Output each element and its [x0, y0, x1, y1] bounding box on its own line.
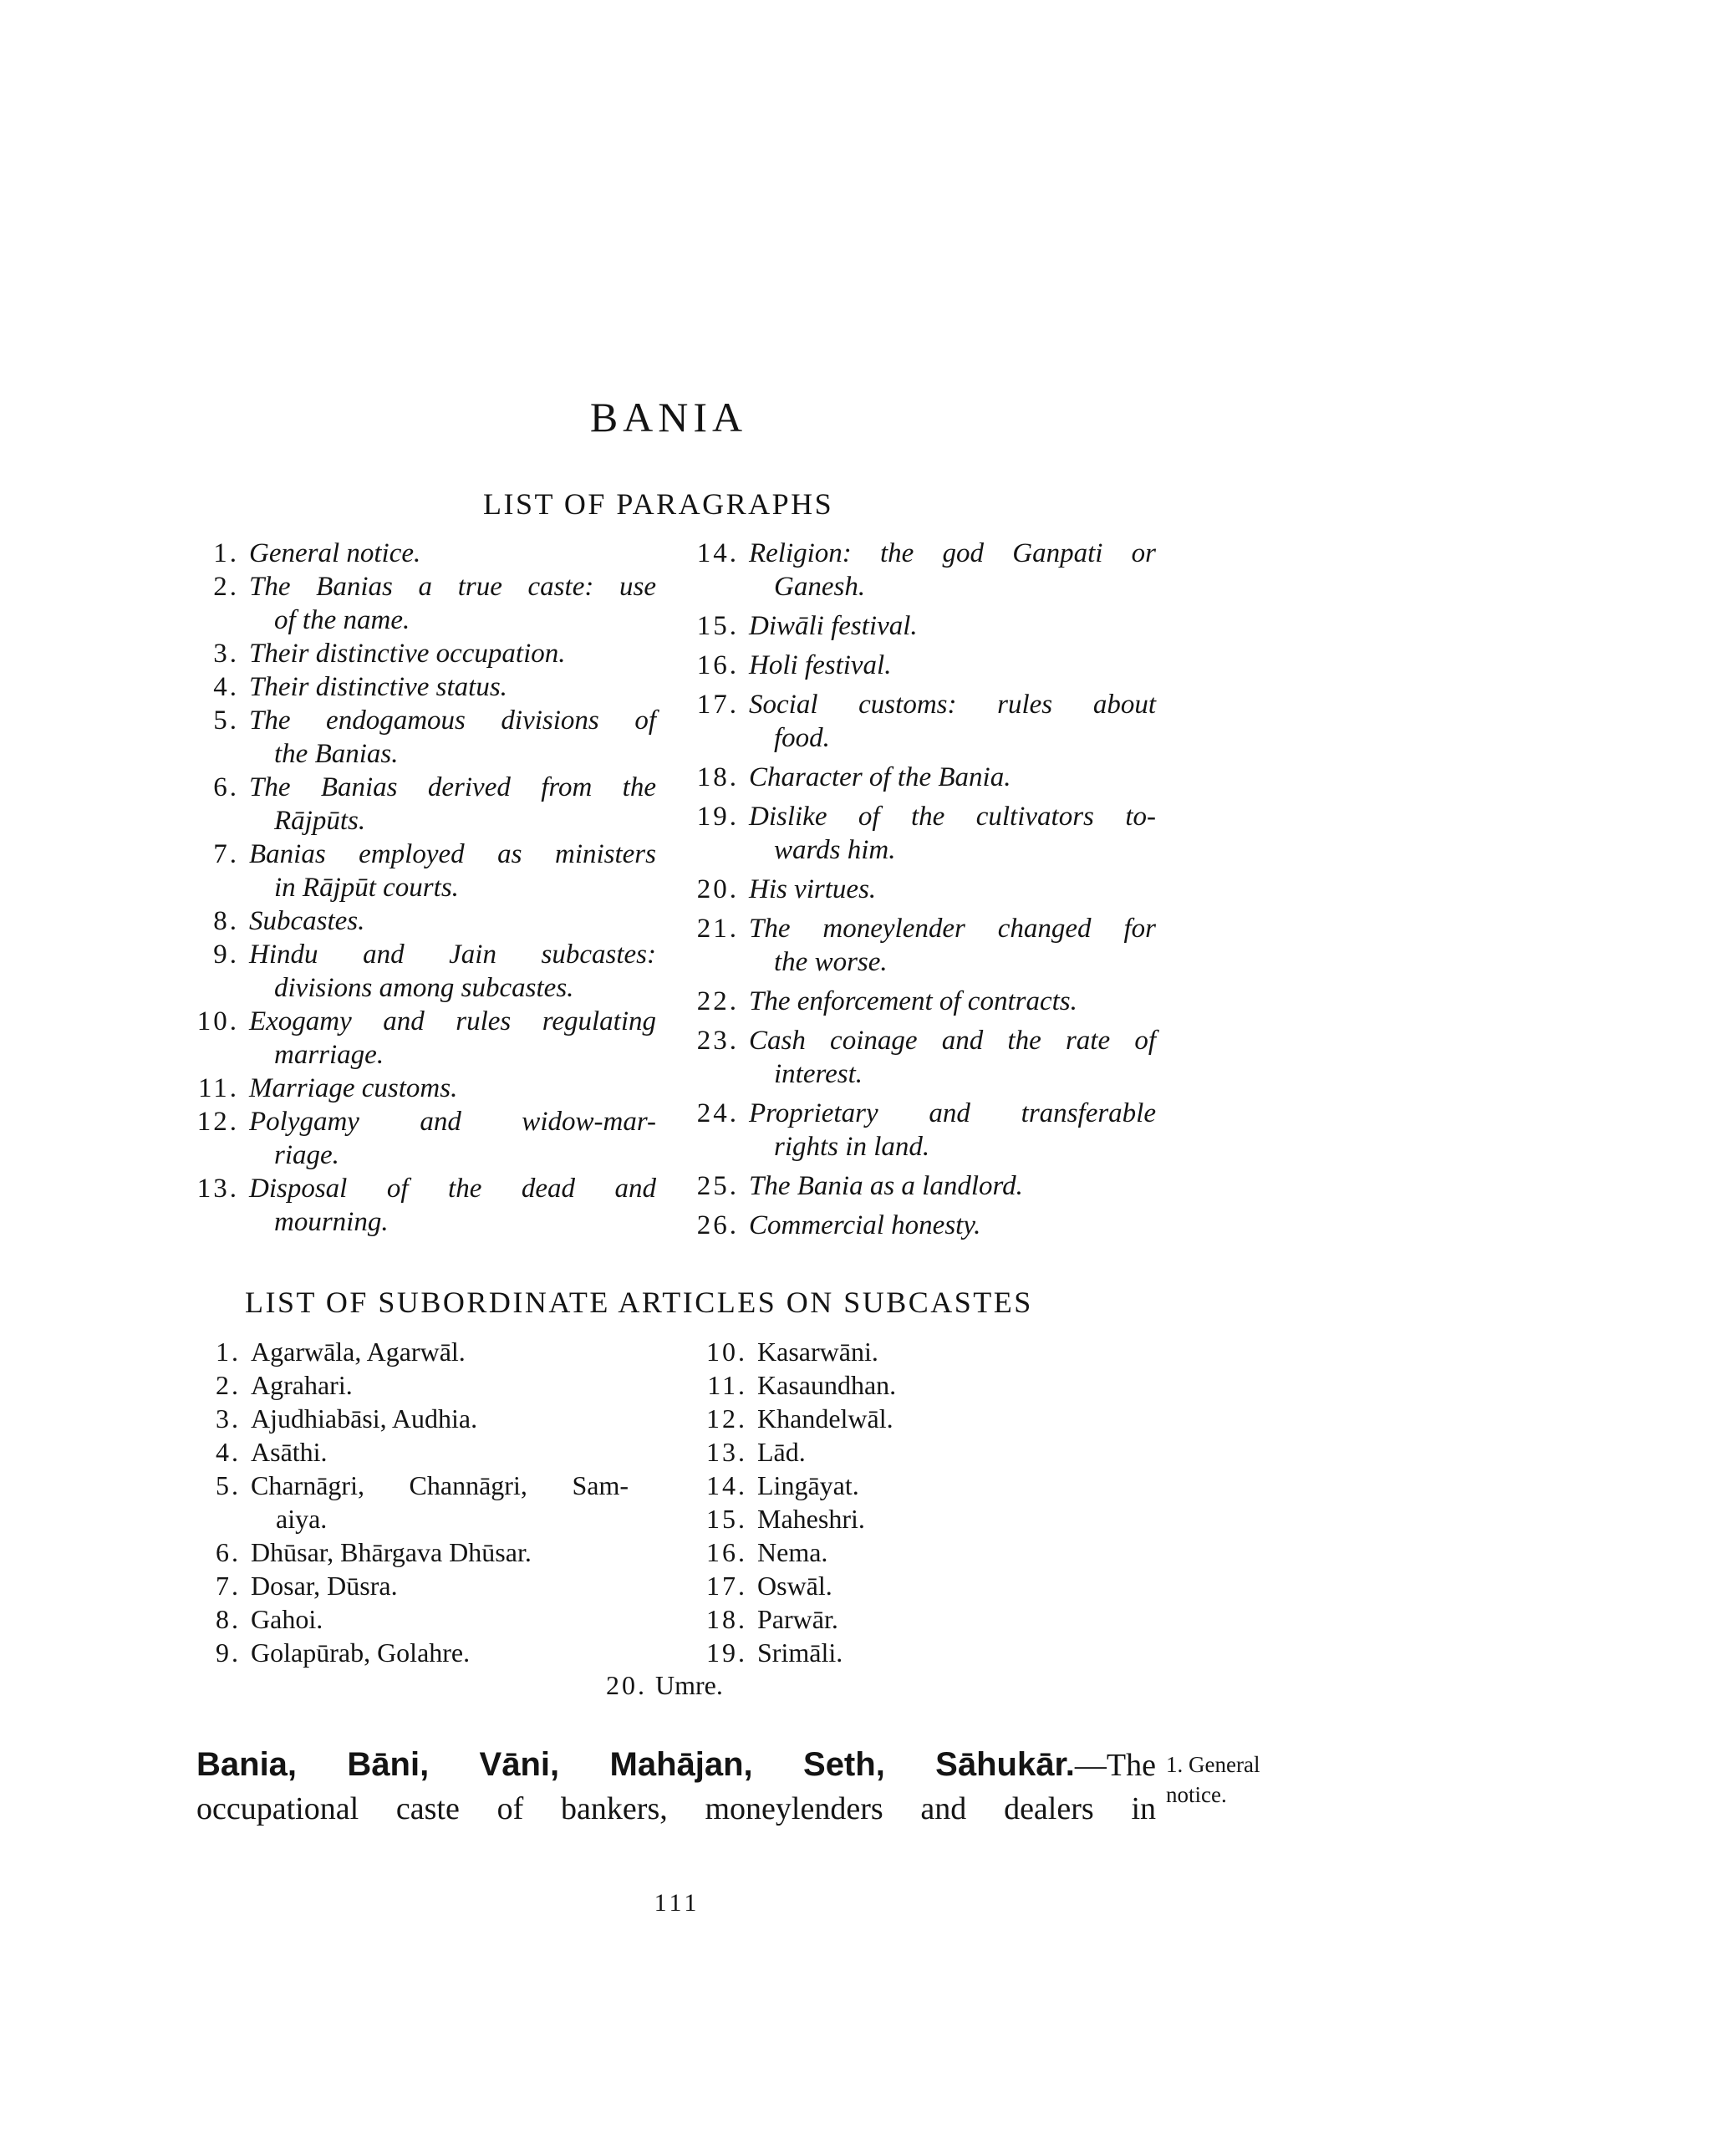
paragraph-item	[692, 1209, 1156, 1242]
item-number: 8.	[213, 906, 239, 936]
subcaste-item	[194, 1402, 629, 1435]
item-text-line: General notice.	[249, 538, 421, 568]
item-text-line: Polygamy and widow-mar-	[249, 1107, 656, 1137]
subcaste-item	[700, 1368, 1085, 1402]
item-number: 26.	[696, 1210, 739, 1240]
subcaste-item	[194, 1602, 629, 1636]
subcaste-item	[194, 1535, 629, 1569]
item-text-line: Oswāl.	[757, 1571, 832, 1601]
paragraphs-list-right	[692, 537, 1156, 1248]
item-text-line: Character of the Bania.	[749, 762, 1011, 792]
subcaste-item	[700, 1535, 1085, 1569]
item-number: 10.	[196, 1006, 239, 1036]
item-number: 14.	[696, 538, 739, 568]
item-number: 20.	[606, 1670, 647, 1700]
subcastes-heading: LIST OF SUBORDINATE ARTICLES ON SUBCASTES	[245, 1286, 1033, 1319]
item-number: 4.	[213, 672, 239, 702]
item-number: 1.	[216, 1337, 241, 1367]
item-text-line: Ganesh.	[774, 572, 866, 602]
item-text-line: The enforcement of contracts.	[749, 986, 1077, 1016]
item-number: 10.	[706, 1337, 747, 1367]
item-text-line: Commercial honesty.	[749, 1210, 981, 1240]
item-number: 9.	[213, 940, 239, 970]
item-number: 18.	[706, 1604, 747, 1634]
item-number: 13.	[706, 1437, 747, 1467]
paragraph-item	[192, 1072, 656, 1105]
item-text-line: Their distinctive status.	[249, 672, 507, 702]
item-number: 3.	[216, 1403, 241, 1434]
item-text-line: Agrahari.	[251, 1370, 353, 1400]
item-text-line: Golapūrab, Golahre.	[251, 1637, 471, 1668]
item-number: 6.	[216, 1537, 241, 1567]
item-text-line: Marriage customs.	[249, 1073, 458, 1103]
item-text-line: Kasaundhan.	[757, 1370, 897, 1400]
paragraph-item	[192, 570, 656, 637]
item-text-line: Nema.	[757, 1537, 828, 1567]
paragraph-item	[692, 609, 1156, 643]
item-number: 11.	[707, 1370, 747, 1400]
subcaste-item	[194, 1569, 629, 1602]
item-text-line: Kasarwāni.	[757, 1337, 878, 1367]
item-number: 12.	[196, 1107, 239, 1137]
item-text-line: Maheshri.	[757, 1504, 865, 1534]
paragraph-item	[692, 649, 1156, 682]
item-number: 23.	[696, 1026, 739, 1056]
page-number: 111	[654, 1889, 700, 1917]
item-number: 11.	[197, 1073, 239, 1103]
subcaste-item	[700, 1335, 1085, 1368]
item-text-line: Holi festival.	[749, 650, 892, 680]
item-number: 20.	[696, 874, 739, 904]
item-number: 7.	[213, 839, 239, 869]
subcaste-item	[700, 1469, 1085, 1502]
subcaste-item	[700, 1569, 1085, 1602]
item-text-line: riage.	[274, 1140, 339, 1170]
paragraph-item	[692, 688, 1156, 755]
paragraph-item	[192, 637, 656, 670]
item-text-line: Disposal of the dead and	[249, 1174, 656, 1204]
paragraph-item	[692, 1097, 1156, 1164]
subcaste-item	[700, 1602, 1085, 1636]
paragraph-item	[692, 873, 1156, 906]
item-text-line: wards him.	[774, 835, 896, 865]
subcaste-item-20	[606, 1670, 723, 1701]
body-line-1	[196, 1743, 1156, 1787]
item-text-line: Lād.	[757, 1437, 806, 1467]
item-number: 5.	[213, 705, 239, 736]
item-text-line: Ajudhiabāsi, Audhia.	[251, 1403, 478, 1434]
paragraph-item	[692, 1169, 1156, 1203]
item-text-line: Religion: the god Ganpati or	[749, 538, 1156, 568]
paragraph-item	[692, 985, 1156, 1018]
paragraph-item	[192, 670, 656, 704]
item-number: 15.	[696, 611, 739, 641]
subcastes-list-right	[700, 1335, 1085, 1669]
item-number: 17.	[696, 690, 739, 720]
page-title: BANIA	[589, 394, 748, 441]
item-text-line: interest.	[774, 1059, 863, 1089]
item-text-line: Social customs: rules about	[749, 690, 1156, 720]
paragraph-item	[192, 938, 656, 1005]
item-number: 12.	[706, 1403, 747, 1434]
item-text-line: Their distinctive occupation.	[249, 639, 566, 669]
item-text-line: Dosar, Dūsra.	[251, 1571, 398, 1601]
item-number: 4.	[216, 1437, 241, 1467]
item-text-line: food.	[774, 723, 830, 753]
paragraph-item	[192, 704, 656, 771]
paragraph-item	[192, 904, 656, 938]
item-number: 15.	[706, 1504, 747, 1534]
item-text-line: mourning.	[274, 1207, 389, 1237]
item-number: 2.	[216, 1370, 241, 1400]
paragraph-item	[692, 1024, 1156, 1091]
paragraph-item	[192, 838, 656, 904]
item-number: 14.	[706, 1470, 747, 1500]
item-text-line: Parwār.	[757, 1604, 838, 1634]
item-text-line: Hindu and Jain subcastes:	[249, 940, 656, 970]
item-text-line: Agarwāla, Agarwāl.	[251, 1337, 466, 1367]
subcaste-item	[194, 1469, 629, 1535]
paragraph-item	[692, 912, 1156, 979]
paragraph-item	[192, 771, 656, 838]
item-number: 19.	[706, 1637, 747, 1668]
item-number: 2.	[213, 572, 239, 602]
margin-note	[1166, 1749, 1260, 1810]
paragraphs-list-left	[192, 537, 656, 1239]
item-number: 24.	[696, 1098, 739, 1128]
item-text-line: Charnāgri, Channāgri, Sam-	[251, 1470, 629, 1500]
item-text-line: His virtues.	[749, 874, 877, 904]
item-text-line: Lingāyat.	[757, 1470, 859, 1500]
subcaste-item	[700, 1636, 1085, 1669]
paragraph-item	[692, 800, 1156, 867]
item-number: 13.	[196, 1174, 239, 1204]
item-text-line: Srimāli.	[757, 1637, 843, 1668]
item-number: 8.	[216, 1604, 241, 1634]
item-number: 25.	[696, 1171, 739, 1201]
body-line-1-rest: —The	[1074, 1748, 1156, 1783]
item-number: 16.	[696, 650, 739, 680]
subcaste-item	[194, 1435, 629, 1469]
item-number: 5.	[216, 1470, 241, 1500]
item-number: 9.	[216, 1637, 241, 1668]
item-text-line: Khandelwāl.	[757, 1403, 893, 1434]
margin-note-line-2: notice.	[1166, 1782, 1227, 1807]
subcaste-item	[700, 1402, 1085, 1435]
entry-heading: Bania, Bāni, Vāni, Mahājan, Seth, Sāhukār.	[196, 1746, 1075, 1783]
item-text-line: Asāthi.	[251, 1437, 328, 1467]
item-text-line: Subcastes.	[249, 906, 365, 936]
item-number: 3.	[213, 639, 239, 669]
item-number: 21.	[696, 914, 739, 944]
item-text-line: The moneylender changed for	[749, 914, 1156, 944]
item-text-line: Dhūsar, Bhārgava Dhūsar.	[251, 1537, 532, 1567]
item-text-line: Gahoi.	[251, 1604, 323, 1634]
paragraph-item	[692, 537, 1156, 603]
item-text-line: divisions among subcastes.	[274, 973, 574, 1003]
item-text-line: marriage.	[274, 1040, 384, 1070]
paragraph-item	[192, 537, 656, 570]
item-text-line: in Rājpūt courts.	[274, 873, 459, 903]
item-text-line: Rājpūts.	[274, 806, 366, 836]
subcaste-item	[194, 1636, 629, 1669]
item-number: 16.	[706, 1537, 747, 1567]
item-number: 22.	[696, 986, 739, 1016]
paragraph-item	[192, 1105, 656, 1172]
subcastes-list-left	[194, 1335, 629, 1669]
item-text-line: Proprietary and transferable	[749, 1098, 1156, 1128]
item-number: 6.	[213, 772, 239, 802]
item-text-line: Diwāli festival.	[749, 611, 918, 641]
item-text-line: Banias employed as ministers	[249, 839, 656, 869]
item-number: 19.	[696, 802, 739, 832]
item-text-line: Dislike of the cultivators to-	[749, 802, 1156, 832]
subcaste-item	[700, 1502, 1085, 1535]
body-paragraph	[196, 1743, 1156, 1831]
item-text-line: the worse.	[774, 947, 888, 977]
subcaste-item	[194, 1335, 629, 1368]
body-line-2: occupational caste of bankers, moneylenders and dealers in	[196, 1791, 1156, 1826]
item-text-line: Exogamy and rules regulating	[249, 1006, 656, 1036]
item-text-line: The endogamous divisions of	[249, 705, 656, 736]
paragraph-item	[192, 1172, 656, 1239]
subcaste-item	[700, 1435, 1085, 1469]
item-text-line: Cash coinage and the rate of	[749, 1026, 1156, 1056]
item-text-line: the Banias.	[274, 739, 399, 769]
subcaste-item	[194, 1368, 629, 1402]
item-text-line: The Banias derived from the	[249, 772, 656, 802]
item-text-line: aiya.	[276, 1504, 328, 1534]
paragraph-item	[692, 761, 1156, 794]
item-text-line: rights in land.	[774, 1132, 930, 1162]
item-text-line: of the name.	[274, 605, 410, 635]
item-text: Umre.	[655, 1670, 723, 1700]
item-number: 18.	[696, 762, 739, 792]
item-text-line: The Bania as a landlord.	[749, 1171, 1023, 1201]
paragraph-item	[192, 1005, 656, 1072]
item-number: 17.	[706, 1571, 747, 1601]
item-number: 7.	[216, 1571, 241, 1601]
item-number: 1.	[213, 538, 239, 568]
item-text-line: The Banias a true caste: use	[249, 572, 656, 602]
margin-note-line-1: 1. General	[1166, 1752, 1260, 1777]
paragraphs-heading: LIST OF PARAGRAPHS	[483, 487, 834, 521]
